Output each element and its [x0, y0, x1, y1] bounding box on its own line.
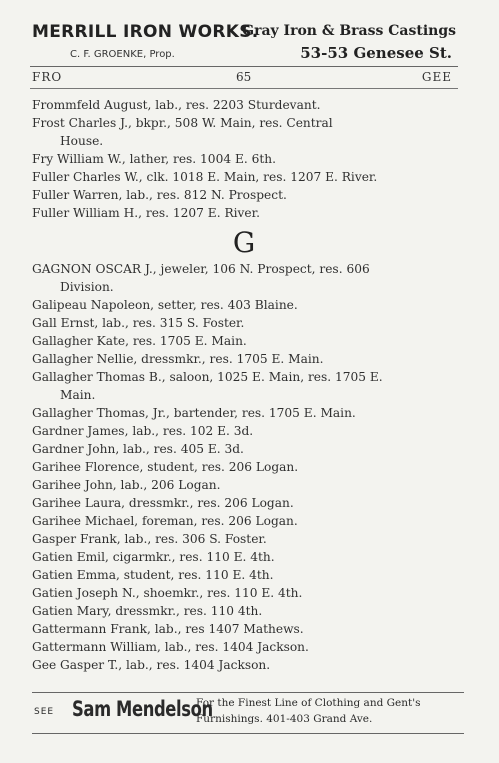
directory-entry	[32, 368, 456, 404]
entry-text: Fry William W., lather, res. 1004 E. 6th.	[32, 152, 276, 166]
entries-after-list	[32, 260, 456, 674]
entry-text: Galipeau Napoleon, setter, res. 403 Blaine.	[32, 298, 298, 312]
directory-entry	[32, 404, 456, 422]
directory-entry	[32, 620, 456, 638]
directory-entry	[32, 656, 456, 674]
running-head-left: FRO	[32, 70, 63, 84]
directory-entry	[32, 168, 456, 186]
footer-ad-name: Sam Mendelson	[72, 697, 213, 721]
directory-entry	[32, 96, 456, 114]
entry-continuation: House.	[60, 134, 104, 148]
entry-text: Gall Ernst, lab., res. 315 S. Foster.	[32, 316, 245, 330]
directory-entry	[32, 530, 456, 548]
directory-entry	[32, 314, 456, 332]
footer-ad-line-2: Furnishings. 401-403 Grand Ave.	[196, 713, 373, 725]
entry-text: Frost Charles J., bkpr., 508 W. Main, res. Central	[32, 116, 333, 130]
entry-continuation: Division.	[60, 280, 114, 294]
entry-text: Gatien Emil, cigarmkr., res. 110 E. 4th.	[32, 550, 275, 564]
entry-text: Fuller Warren, lab., res. 812 N. Prospect.	[32, 188, 287, 202]
directory-entry	[32, 494, 456, 512]
directory-entry	[32, 566, 456, 584]
directory-entry	[32, 332, 456, 350]
entry-text: Frommfeld August, lab., res. 2203 Sturdevant.	[32, 98, 321, 112]
directory-entries	[32, 96, 456, 674]
header-advertisement	[30, 18, 460, 70]
entry-text: Garihee Florence, student, res. 206 Logan.	[32, 460, 299, 474]
directory-entry	[32, 512, 456, 530]
directory-entry	[32, 548, 456, 566]
directory-entry	[32, 476, 456, 494]
header-rule	[30, 66, 458, 67]
directory-entry	[32, 204, 456, 222]
directory-entry	[32, 186, 456, 204]
directory-entry	[32, 350, 456, 368]
footer-advertisement	[32, 692, 464, 734]
footer-ad-see: SEE	[34, 707, 55, 717]
entries-before-list	[32, 96, 456, 222]
entry-text: Gardner John, lab., res. 405 E. 3d.	[32, 442, 244, 456]
directory-entry	[32, 114, 456, 150]
running-head-rule	[30, 88, 458, 89]
entry-continuation: Main.	[60, 388, 96, 402]
directory-entry	[32, 440, 456, 458]
running-head	[30, 70, 454, 88]
entry-text: Gardner James, lab., res. 102 E. 3d.	[32, 424, 254, 438]
directory-entry	[32, 422, 456, 440]
entry-text: Gasper Frank, lab., res. 306 S. Foster.	[32, 532, 267, 546]
directory-entry	[32, 150, 456, 168]
entry-text: Gallagher Thomas B., saloon, 1025 E. Main, res. 1705 E.	[32, 370, 383, 384]
entry-text: Gallagher Kate, res. 1705 E. Main.	[32, 334, 247, 348]
entry-text: Gee Gasper T., lab., res. 1404 Jackson.	[32, 658, 271, 672]
entry-text: Garihee Laura, dressmkr., res. 206 Logan.	[32, 496, 294, 510]
ad-address: 53-53 Genesee St.	[300, 44, 452, 62]
entry-text: Gattermann William, lab., res. 1404 Jackson.	[32, 640, 309, 654]
section-letter: G	[232, 226, 256, 259]
entry-text: Gallagher Thomas, Jr., bartender, res. 1705 E. Main.	[32, 406, 356, 420]
entry-text: Garihee Michael, foreman, res. 206 Logan.	[32, 514, 298, 528]
entry-text: Gattermann Frank, lab., res 1407 Mathews.	[32, 622, 304, 636]
entry-text: Gatien Mary, dressmkr., res. 110 4th.	[32, 604, 263, 618]
entry-text: Fuller Charles W., clk. 1018 E. Main, res. 1207 E. River.	[32, 170, 378, 184]
ad-proprietor: C. F. GROENKE, Prop.	[70, 49, 175, 60]
ad-products: Gray Iron & Brass Castings	[242, 23, 456, 39]
entry-text: Gatien Joseph N., shoemkr., res. 110 E. 4th.	[32, 586, 303, 600]
directory-entry	[32, 458, 456, 476]
footer-ad-line-1: For the Finest Line of Clothing and Gent's	[196, 697, 421, 709]
directory-entry	[32, 260, 456, 296]
directory-entry	[32, 296, 456, 314]
entry-text: GAGNON OSCAR J., jeweler, 106 N. Prospect, res. 606	[32, 262, 370, 276]
directory-entry	[32, 638, 456, 656]
ad-company-name: MERRILL IRON WORKS.	[32, 22, 259, 42]
entry-text: Fuller William H., res. 1207 E. River.	[32, 206, 260, 220]
entry-text: Garihee John, lab., 206 Logan.	[32, 478, 221, 492]
entry-text: Gatien Emma, student, res. 110 E. 4th.	[32, 568, 274, 582]
directory-entry	[32, 602, 456, 620]
page-number: 65	[236, 70, 252, 84]
directory-entry	[32, 584, 456, 602]
running-head-right: GEE	[421, 70, 452, 84]
entry-text: Gallagher Nellie, dressmkr., res. 1705 E. Main.	[32, 352, 324, 366]
